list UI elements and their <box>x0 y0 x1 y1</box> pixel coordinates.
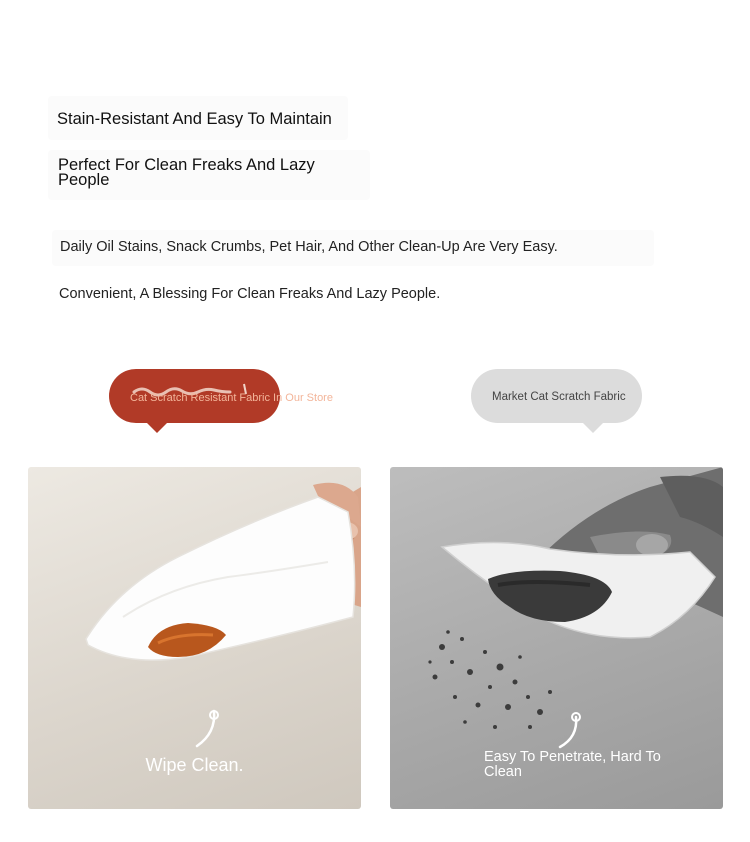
description-line-2: Convenient, A Blessing For Clean Freaks And Lazy People. <box>59 286 441 302</box>
our-store-label: Cat Scratch Resistant Fabric In Our Store <box>130 392 333 404</box>
description-line-1: Daily Oil Stains, Snack Crumbs, Pet Hair, And Other Clean-Up Are Very Easy. <box>60 239 558 255</box>
clean-caption: Wipe Clean. <box>145 755 244 775</box>
section-subtitle: Perfect For Clean Freaks And Lazy People <box>58 156 315 189</box>
curved-arrow-icon <box>197 711 218 746</box>
penetrate-caption: Easy To Penetrate, Hard To Clean <box>484 749 661 780</box>
market-label: Market Cat Scratch Fabric <box>492 391 626 403</box>
our-store-label-pointer <box>144 420 170 433</box>
market-fabric-photo <box>390 467 723 809</box>
clean-fabric-photo <box>28 467 361 809</box>
curved-arrow-icon <box>560 713 580 747</box>
market-label-pointer <box>580 420 606 433</box>
section-title: Stain-Resistant And Easy To Maintain <box>57 110 332 128</box>
